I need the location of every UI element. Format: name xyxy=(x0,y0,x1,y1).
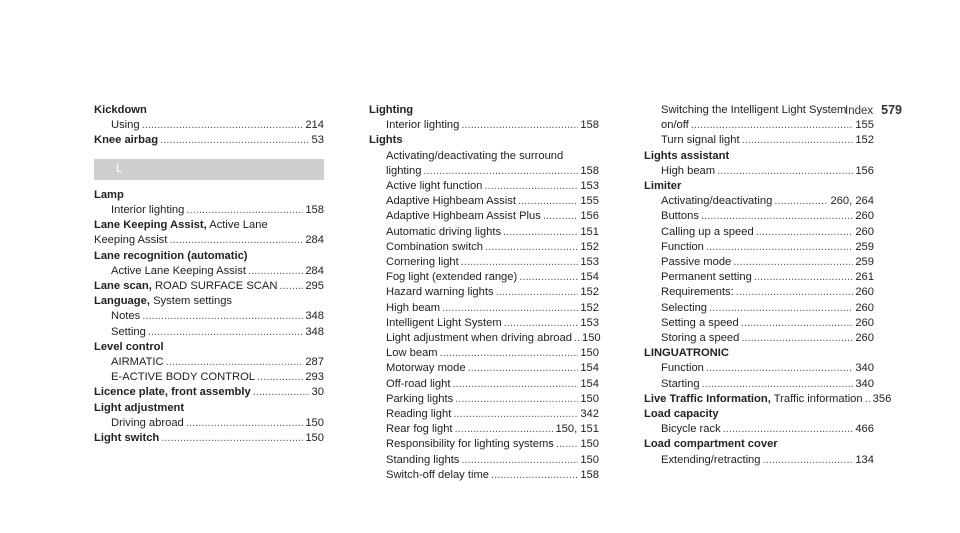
sub-entry: Combination switch ..... 152 xyxy=(369,240,599,255)
page-ref[interactable]: 260 xyxy=(855,332,874,345)
entry-linguatronic: LINGUATRONIC Function ..... 340 Starting ..... 340 xyxy=(644,346,874,392)
index-column-2 xyxy=(369,103,599,483)
sub-entry: Hazard warning lights ..... 152 xyxy=(369,285,599,300)
sub-entry: Setting a speed ..... 260 xyxy=(644,316,874,331)
page-number: 579 xyxy=(881,103,902,117)
page-ref[interactable]: 259 xyxy=(855,256,874,269)
sub-entry: Rear fog light ..... 150, 151 xyxy=(369,422,599,437)
index-title: Index xyxy=(845,105,874,117)
page-ref[interactable]: 134 xyxy=(855,453,874,466)
page-ref[interactable]: 356 xyxy=(872,392,892,405)
entry-light-switch: Light switch ..... 150 xyxy=(94,431,324,446)
index-column-1 xyxy=(94,103,324,446)
page-ref[interactable]: 150 xyxy=(580,392,599,405)
page-ref[interactable]: 152 xyxy=(580,240,599,253)
page-ref[interactable]: 150 xyxy=(305,416,324,429)
page-ref[interactable]: 152 xyxy=(580,286,599,299)
page-ref[interactable]: 340 xyxy=(855,377,874,390)
sub-entry: Calling up a speed ..... 260 xyxy=(644,225,874,240)
sub-entry: Buttons ..... 260 xyxy=(644,209,874,224)
sub-entry: Activating/deactivating ..... 260, 264 xyxy=(644,194,874,209)
page-ref[interactable]: 466 xyxy=(855,423,874,436)
page-ref[interactable]: 348 xyxy=(305,310,324,323)
sub-entry: Light adjustment when driving abroad ..... 150 xyxy=(369,331,599,346)
page-ref[interactable]: 340 xyxy=(855,362,874,375)
page-ref[interactable]: 293 xyxy=(305,371,324,384)
sub-entry: High beam ..... 152 xyxy=(369,301,599,316)
sub-entry: Selecting ..... 260 xyxy=(644,301,874,316)
page-ref[interactable]: 260 xyxy=(855,316,874,329)
page-ref[interactable]: 155 xyxy=(580,195,599,208)
entry-lane-scan: Lane scan, ROAD SURFACE SCAN ..... 295 xyxy=(94,279,324,294)
limiter-sub-list xyxy=(644,194,874,346)
entry-level-control: Level control AIRMATIC ..... 287 E-ACTIVE BODY CONTROL ..... 293 xyxy=(94,340,324,386)
sub-entry: Adaptive Highbeam Assist Plus ..... 156 xyxy=(369,209,599,224)
sub-entry: Using ..... 214 xyxy=(94,118,324,133)
sub-entry: Off-road light ..... 154 xyxy=(369,377,599,392)
sub-entry: Active light function ..... 153 xyxy=(369,179,599,194)
page-ref[interactable]: 260 xyxy=(855,301,874,314)
sub-entry: Fog light (extended range) ..... 154 xyxy=(369,270,599,285)
entry-load-compartment-cover: Load compartment cover Extending/retracting ..... 134 xyxy=(644,437,874,467)
page-ref[interactable]: 342 xyxy=(580,408,599,421)
page-ref[interactable]: 261 xyxy=(855,271,874,284)
sub-entry: Passive mode ..... 259 xyxy=(644,255,874,270)
page-ref[interactable]: 158 xyxy=(580,119,599,132)
lights-sub-list xyxy=(369,179,599,483)
entry-light-adjustment: Light adjustment Driving abroad ..... 150 xyxy=(94,401,324,431)
page-ref[interactable]: 260, 264 xyxy=(830,195,874,208)
page-ref[interactable]: 153 xyxy=(580,316,599,329)
page-ref[interactable]: 154 xyxy=(580,377,599,390)
page-ref[interactable]: 348 xyxy=(305,325,324,338)
sub-entry: Storing a speed ..... 260 xyxy=(644,331,874,346)
entry-lamp: Lamp Interior lighting ..... 158 xyxy=(94,188,324,218)
page-ref[interactable]: 158 xyxy=(305,204,324,217)
page-ref[interactable]: 260 xyxy=(855,210,874,223)
sub-entry: Responsibility for lighting systems ..... 150 xyxy=(369,437,599,452)
entry-language: Language, System settings Notes ..... 348 Setting ..... 348 xyxy=(94,294,324,340)
page-ref[interactable]: 158 xyxy=(580,164,599,177)
sub-entry: Function ..... 259 xyxy=(644,240,874,255)
sub-entry: Standing lights ..... 150 xyxy=(369,453,599,468)
sub-entry: Low beam ..... 150 xyxy=(369,346,599,361)
entry-lights: Lights Activating/deactivating the surround lighting ..... 158 Active light function ..... 153 Adaptive Highbeam Assist ..... 155 Adaptive Highbeam Assist Plus ..... 156 Automatic driving lights ..... 151 Combination switch ..... 152 Cornering light ..... 153 Fog light (extended range) ..... 154 Hazard warning lights ..... 152 High beam ..... 152 Intelligent Light System ..... 153 Light adjustment when driving abroad ..... 150 Low beam ..... 150 Motorway mode ..... 154 Off-road light ..... 154 Parking lights ..... 150 Reading light ..... 342 Rear fog light ..... 150, 151 Responsibility for lighting systems ..... 150 Standing lights ..... 150 Switch-off delay time ..... 158 xyxy=(369,133,599,483)
entry-kickdown xyxy=(94,103,324,133)
page-ref[interactable]: 150 xyxy=(305,432,324,445)
page-ref[interactable]: 295 xyxy=(305,280,324,293)
entry-load-capacity: Load capacity Bicycle rack ..... 466 xyxy=(644,407,874,437)
entry-limiter: Limiter Activating/deactivating ..... 260, 264 Buttons ..... 260 Calling up a speed ..... 260 Function ..... 259 Passive mode ..... 259 Permanent setting ..... 261 Requirements: ..... 260 Selecting ..... 260 Setting a speed ..... 260 Storing a speed ..... 260 xyxy=(644,179,874,346)
entry-licence-plate: Licence plate, front assembly ..... 30 xyxy=(94,385,324,400)
sub-entry: Automatic driving lights ..... 151 xyxy=(369,225,599,240)
sub-entry: Adaptive Highbeam Assist ..... 155 xyxy=(369,194,599,209)
page-ref[interactable]: 150 xyxy=(581,332,601,345)
page-ref[interactable]: 260 xyxy=(855,225,874,238)
sub-entry: Intelligent Light System ..... 153 xyxy=(369,316,599,331)
entry-live-traffic: Live Traffic Information, Traffic information ..... 356 xyxy=(644,392,874,407)
sub-entry: Reading light ..... 342 xyxy=(369,407,599,422)
page-ref[interactable]: 155 xyxy=(855,119,874,132)
page-ref[interactable]: 259 xyxy=(855,240,874,253)
page-ref[interactable]: 151 xyxy=(580,225,599,238)
entry-switching-ils: Switching the Intelligent Light System on/off ..... 155 Turn signal light ..... 152 xyxy=(644,103,874,149)
entry-lighting: Lighting Interior lighting ..... 158 xyxy=(369,103,599,133)
entry-lights-assistant: Lights assistant High beam ..... 156 xyxy=(644,149,874,179)
entry-knee-airbag: Knee airbag ..... 53 xyxy=(94,133,324,148)
page-ref[interactable]: 152 xyxy=(580,301,599,314)
entry-lane-keeping-assist: Lane Keeping Assist, Active Lane Keeping Assist ..... 284 xyxy=(94,218,324,248)
page-ref[interactable]: 150 xyxy=(580,438,599,451)
sub-entry: Motorway mode ..... 154 xyxy=(369,361,599,376)
page-ref[interactable]: 150 xyxy=(580,347,599,360)
entry-term: Kickdown xyxy=(94,104,147,116)
page-ref[interactable]: 150, 151 xyxy=(555,423,599,436)
page-ref[interactable]: 152 xyxy=(855,134,874,147)
sub-entry: Activating/deactivating the surround xyxy=(386,149,564,162)
page-ref[interactable]: 260 xyxy=(855,286,874,299)
page-ref[interactable]: 30 xyxy=(311,386,324,399)
page-ref[interactable]: 214 xyxy=(305,119,324,132)
page-ref[interactable]: 156 xyxy=(580,210,599,223)
sub-entry: Parking lights ..... 150 xyxy=(369,392,599,407)
sub-entry: Permanent setting ..... 261 xyxy=(644,270,874,285)
page-ref[interactable]: 153 xyxy=(580,180,599,193)
page-ref[interactable]: 287 xyxy=(305,356,324,369)
sub-entry: Cornering light ..... 153 xyxy=(369,255,599,270)
page-ref[interactable]: 154 xyxy=(580,362,599,375)
page-ref[interactable]: 150 xyxy=(580,453,599,466)
sub-entry: Requirements: ..... 260 xyxy=(644,285,874,300)
page-ref[interactable]: 284 xyxy=(305,234,324,247)
page-ref[interactable]: 153 xyxy=(580,256,599,269)
sub-entry: Switch-off delay time ..... 158 xyxy=(369,468,599,483)
page-ref[interactable]: 154 xyxy=(580,271,599,284)
page-ref[interactable]: 158 xyxy=(580,468,599,481)
page-ref[interactable]: 156 xyxy=(855,164,874,177)
letter-section-band: L xyxy=(94,159,324,180)
page-ref[interactable]: 53 xyxy=(311,134,324,147)
page-ref[interactable]: 284 xyxy=(305,264,324,277)
entry-lane-recognition: Lane recognition (automatic) Active Lane Keeping Assist ..... 284 xyxy=(94,249,324,279)
